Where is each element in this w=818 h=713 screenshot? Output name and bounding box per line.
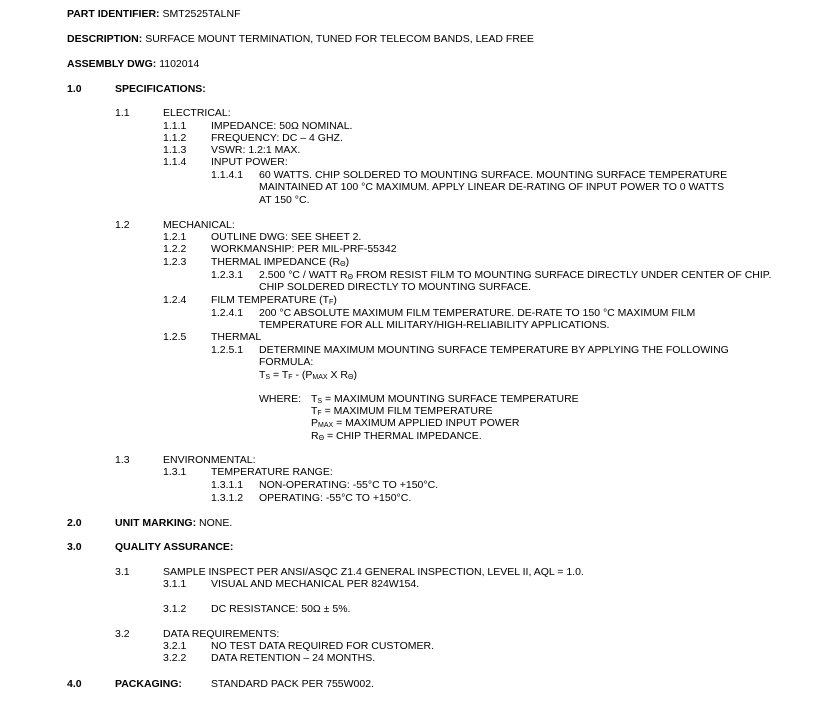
- item-text: DATA RETENTION – 24 MONTHS.: [211, 652, 376, 664]
- description-label: DESCRIPTION:: [67, 33, 143, 45]
- subsection-number: 1.2: [115, 219, 130, 231]
- item-number: 3.1.2: [163, 603, 187, 615]
- item-text: WORKMANSHIP: PER MIL-PRF-55342: [211, 243, 397, 255]
- subsection-number: 3.1: [115, 566, 130, 578]
- formula: $T_S = T_F - (P_{MAX}$ X $R_\Theta$): [259, 369, 357, 381]
- packaging-label: PACKAGING:: [115, 678, 182, 690]
- item-text: TEMPERATURE RANGE:: [211, 466, 333, 478]
- item-number: 1.1.3: [163, 144, 187, 156]
- part-identifier-label: PART IDENTIFIER:: [67, 8, 160, 20]
- subsection-title: DATA REQUIREMENTS:: [163, 628, 280, 640]
- item-number: 1.2.1: [163, 231, 187, 243]
- section-title: SPECIFICATIONS:: [115, 83, 206, 95]
- item-text: AT 150 °C.: [259, 194, 310, 206]
- where-definition: $T_F$ = MAXIMUM FILM TEMPERATURE: [311, 405, 493, 417]
- item-text: MAINTAINED AT 100 °C MAXIMUM. APPLY LINEAR DE-RATING OF INPUT POWER TO 0 WATTS: [259, 181, 725, 193]
- item-text: IMPEDANCE: 50Ω NOMINAL.: [211, 120, 353, 132]
- description-value: SURFACE MOUNT TERMINATION, TUNED FOR TELECOM BANDS, LEAD FREE: [145, 33, 534, 45]
- item-text: FREQUENCY: DC – 4 GHZ.: [211, 132, 343, 144]
- subsection-title: ELECTRICAL:: [163, 107, 231, 119]
- item-text: INPUT POWER:: [211, 156, 288, 168]
- packaging-value: STANDARD PACK PER 755W002.: [211, 678, 374, 690]
- item-number: 1.2.3: [163, 256, 187, 268]
- assembly-dwg-label: ASSEMBLY DWG:: [67, 58, 157, 70]
- subsection-number: 1.1: [115, 107, 130, 119]
- section-number: 3.0: [67, 541, 82, 553]
- item-number: 3.2.1: [163, 640, 187, 652]
- item-text: THERMAL IMPEDANCE $(R_\Theta)$: [211, 256, 350, 268]
- item-number: 1.1.2: [163, 132, 187, 144]
- item-text: FORMULA:: [259, 356, 314, 368]
- item-text: 2.500 °C / WATT $R_\Theta$ FROM RESIST FILM TO MOUNTING SURFACE DIRECTLY UNDER CENTER OF CHIP.: [259, 269, 772, 281]
- item-text: CHIP SOLDERED DIRECTLY TO MOUNTING SURFACE.: [259, 281, 532, 293]
- subsection-title: MECHANICAL:: [163, 219, 235, 231]
- item-number: 1.2.3.1: [211, 269, 244, 281]
- item-number: 3.2.2: [163, 652, 187, 664]
- item-number: 1.1.4.1: [211, 169, 244, 181]
- section-number: 2.0: [67, 517, 82, 529]
- item-text: OPERATING: -55°C TO +150°C.: [259, 492, 412, 504]
- item-number: 1.3.1.1: [211, 479, 244, 491]
- section-number: 1.0: [67, 83, 82, 95]
- item-text: THERMAL: [211, 331, 262, 343]
- item-number: 1.1.1: [163, 120, 187, 132]
- where-definition: $T_S$ = MAXIMUM MOUNTING SURFACE TEMPERATURE: [311, 393, 579, 405]
- item-text: TEMPERATURE FOR ALL MILITARY/HIGH-RELIABILITY APPLICATIONS.: [259, 319, 610, 331]
- item-number: 1.1.4: [163, 156, 187, 168]
- item-text: DC RESISTANCE: 50Ω ± 5%.: [211, 603, 351, 615]
- item-number: 1.2.4: [163, 294, 187, 306]
- item-text: NON-OPERATING: -55°C TO +150°C.: [259, 479, 439, 491]
- item-number: 1.2.2: [163, 243, 187, 255]
- subsection-number: 1.3: [115, 454, 130, 466]
- assembly-dwg-value: 1102014: [159, 58, 200, 70]
- item-text: 60 WATTS. CHIP SOLDERED TO MOUNTING SURFACE. MOUNTING SURFACE TEMPERATURE: [259, 169, 728, 181]
- subsection-number: 3.2: [115, 628, 130, 640]
- item-text: 200 °C ABSOLUTE MAXIMUM FILM TEMPERATURE. DE-RATE TO 150 °C MAXIMUM FILM: [259, 307, 696, 319]
- item-text: FILM TEMPERATURE $(T_F)$: [211, 294, 337, 306]
- section-number: 4.0: [67, 678, 82, 690]
- item-number: 1.2.5: [163, 331, 187, 343]
- subsection-title: ENVIRONMENTAL:: [163, 454, 256, 466]
- item-text: OUTLINE DWG: SEE SHEET 2.: [211, 231, 362, 243]
- where-definition: $P_{MAX}$ = MAXIMUM APPLIED INPUT POWER: [311, 417, 520, 429]
- item-number: 1.3.1: [163, 466, 187, 478]
- item-text: VSWR: 1.2:1 MAX.: [211, 144, 301, 156]
- item-text: DETERMINE MAXIMUM MOUNTING SURFACE TEMPERATURE BY APPLYING THE FOLLOWING: [259, 344, 729, 356]
- where-label: WHERE:: [259, 393, 301, 405]
- part-identifier-value: SMT2525TALNF: [162, 8, 241, 20]
- item-number: 1.2.4.1: [211, 307, 244, 319]
- subsection-title: SAMPLE INSPECT PER ANSI/ASQC Z1.4 GENERAL INSPECTION, LEVEL II, AQL = 1.0.: [163, 566, 584, 578]
- item-text: VISUAL AND MECHANICAL PER 824W154.: [211, 578, 420, 590]
- item-number: 3.1.1: [163, 578, 187, 590]
- item-text: NO TEST DATA REQUIRED FOR CUSTOMER.: [211, 640, 435, 652]
- item-number: 1.2.5.1: [211, 344, 244, 356]
- where-definition: $R_\Theta$ = CHIP THERMAL IMPEDANCE.: [311, 430, 482, 442]
- description-line: [67, 33, 534, 45]
- item-number: 1.3.1.2: [211, 492, 244, 504]
- section-title: QUALITY ASSURANCE:: [115, 541, 234, 553]
- part-identifier-line: [67, 8, 240, 20]
- unit-marking-line: UNIT MARKING: NONE.: [115, 517, 233, 529]
- assembly-dwg-line: [67, 58, 199, 70]
